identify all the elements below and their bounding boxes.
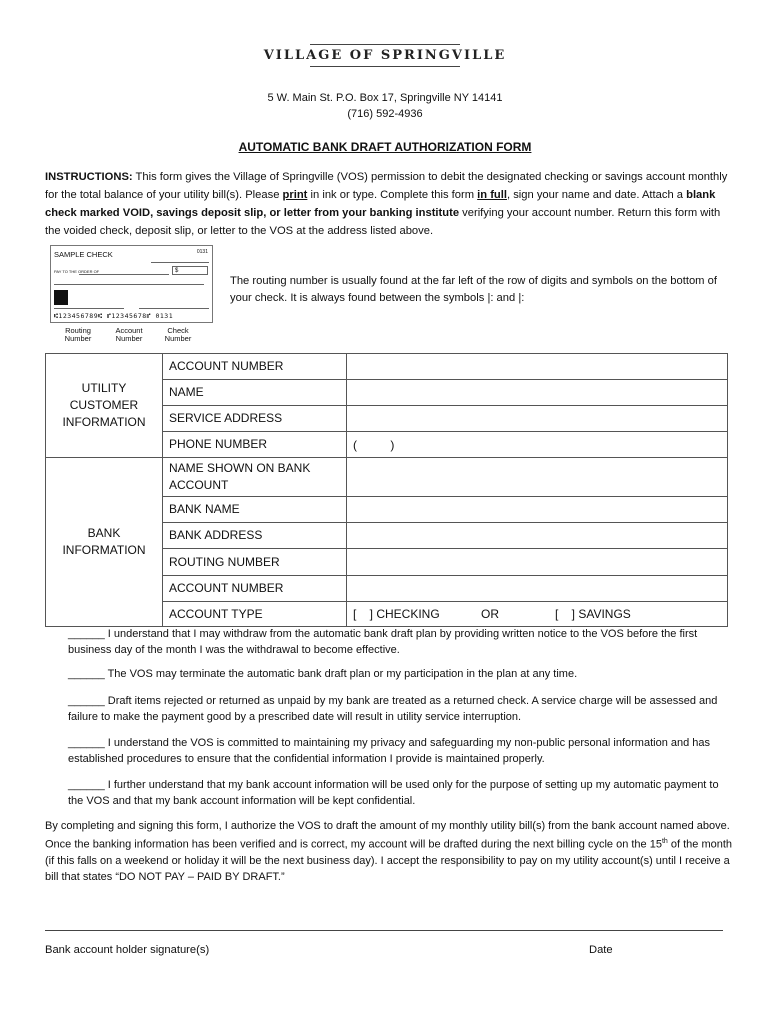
closing-superscript: th [661,838,668,845]
instructions-in-full: in full [477,189,507,201]
label-bank-address: BANK ADDRESS [163,523,347,549]
bank-account-number-field[interactable] [347,576,728,602]
account-number-field[interactable] [347,354,728,380]
village-phone: (716) 592-4936 [347,108,423,120]
name-on-account-field[interactable] [347,458,728,497]
label-account-type: ACCOUNT TYPE [163,602,347,627]
sample-check-number: 0131 [196,249,208,255]
check-date-line [151,262,209,263]
check-payee-line [79,274,169,275]
label-account-number: ACCOUNT NUMBER [163,354,347,380]
account-type-or: OR [481,607,499,621]
instructions-text-2: in ink or type. Complete this form [307,189,478,201]
sample-check-micr: ⑆123456789⑆ ⑈12345678⑈ 0131 [54,312,174,320]
utility-customer-category: UTILITY CUSTOMER INFORMATION [46,354,163,458]
bank-address-field[interactable] [347,523,728,549]
instructions-text-3: , sign your name and date. Attach a [506,189,687,201]
label-bank-account-number: ACCOUNT NUMBER [163,576,347,602]
instructions-text-4: verifying your account number. Return this form with the voided check, deposit slip, or letter to the VOS at the address listed above. [45,207,721,237]
account-type-field [347,602,728,627]
signature-line[interactable] [45,930,723,931]
check-label-check: Check Number [164,326,192,343]
savings-option[interactable]: [ ] SAVINGS [555,607,631,621]
name-field[interactable] [347,380,728,406]
routing-note: The routing number is usually found at the far left of the row of digits and symbols on the bottom of your check. It is always found between the symbols |: and |: [230,275,717,304]
signature-label: Bank account holder signature(s) [45,944,210,956]
closing-text-1: By completing and signing this form, I authorize the VOS to draft the amount of my monthly utility bill(s) from the bank account named above. Once the banking information has been verified and is correct, my account will be drafted during the next billing cycle on the 15 [45,820,730,851]
check-label-routing: Routing Number [64,326,92,343]
label-phone-number: PHONE NUMBER [163,432,347,458]
closing-text-2: of the month (if this falls on a weekend or holiday it will be the next business day). I accept the responsibility to pay on my utility account(s) until I receive a bill that states “DO NOT PAY – PAID BY DRAFT.” [45,838,733,883]
date-label: Date [589,944,613,956]
acknowledgement-item: ______ I understand the VOS is committed to maintaining my privacy and safeguarding my non-public personal information and has established procedures to ensure that the confidential information I provide is maintained properly. [68,737,711,765]
acknowledgement-item: ______ I further understand that my bank account information will be used only for the purpose of setting up my automatic payment to the VOS and that my bank account information will be kept confidential. [68,779,719,807]
label-name-on-account: NAME SHOWN ON BANK ACCOUNT [163,458,347,497]
phone-number-field[interactable] [347,432,728,458]
label-service-address: SERVICE ADDRESS [163,406,347,432]
acknowledgement-item: ______ I understand that I may withdraw from the automatic bank draft plan by providing written notice to the VOS before the first business day of the month I was the withdrawal to become effective. [68,628,698,656]
label-name: NAME [163,380,347,406]
acknowledgement-item: ______ The VOS may terminate the automatic bank draft plan or my participation in the plan at any time. [68,668,578,680]
check-label-account: Account Number [115,326,143,343]
check-amount-words-line [54,284,204,285]
authorization-statement [45,818,735,885]
sample-check-title: SAMPLE CHECK [54,250,113,259]
bank-name-field[interactable] [347,497,728,523]
instructions [45,168,735,240]
instructions-label: INSTRUCTIONS: [45,171,133,183]
check-memo-line [54,308,124,309]
routing-number-field[interactable] [347,549,728,576]
checking-option[interactable]: [ ] CHECKING [353,607,440,621]
phone-area-code: ( ) [353,437,395,452]
sample-check-image [50,245,213,323]
logo-rule-bottom [310,66,460,67]
village-address: 5 W. Main St. P.O. Box 17, Springville NY 14141 [267,92,503,104]
authorization-table [45,353,728,627]
sample-check-payto: PAY TO THE ORDER OF [54,269,100,274]
label-bank-name: BANK NAME [163,497,347,523]
logo-rule-top [310,44,460,45]
bank-logo-icon [54,290,68,305]
village-logo [0,44,770,67]
form-title: AUTOMATIC BANK DRAFT AUTHORIZATION FORM [238,140,532,154]
instructions-attach: blank check marked VOID, savings deposit slip, or letter from your banking institute [45,189,716,219]
acknowledgement-item: ______ Draft items rejected or returned as unpaid by my bank are treated as a returned check. A service charge will be assessed and failure to make the payment good by a prescribed date will result in utility service interruption. [68,695,718,723]
sample-check-amount-box: $ [172,266,208,275]
logo-text: VILLAGE OF SPRINGVILLE [263,48,507,63]
check-signature-line [139,308,209,309]
label-routing-number: ROUTING NUMBER [163,549,347,576]
instructions-print: print [282,189,308,201]
bank-information-category: BANK INFORMATION [46,458,163,627]
service-address-field[interactable] [347,406,728,432]
instructions-text-1: This form gives the Village of Springville (VOS) permission to debit the designated checking or savings account monthly for the total balance of your utility bill(s). Please [45,171,728,201]
